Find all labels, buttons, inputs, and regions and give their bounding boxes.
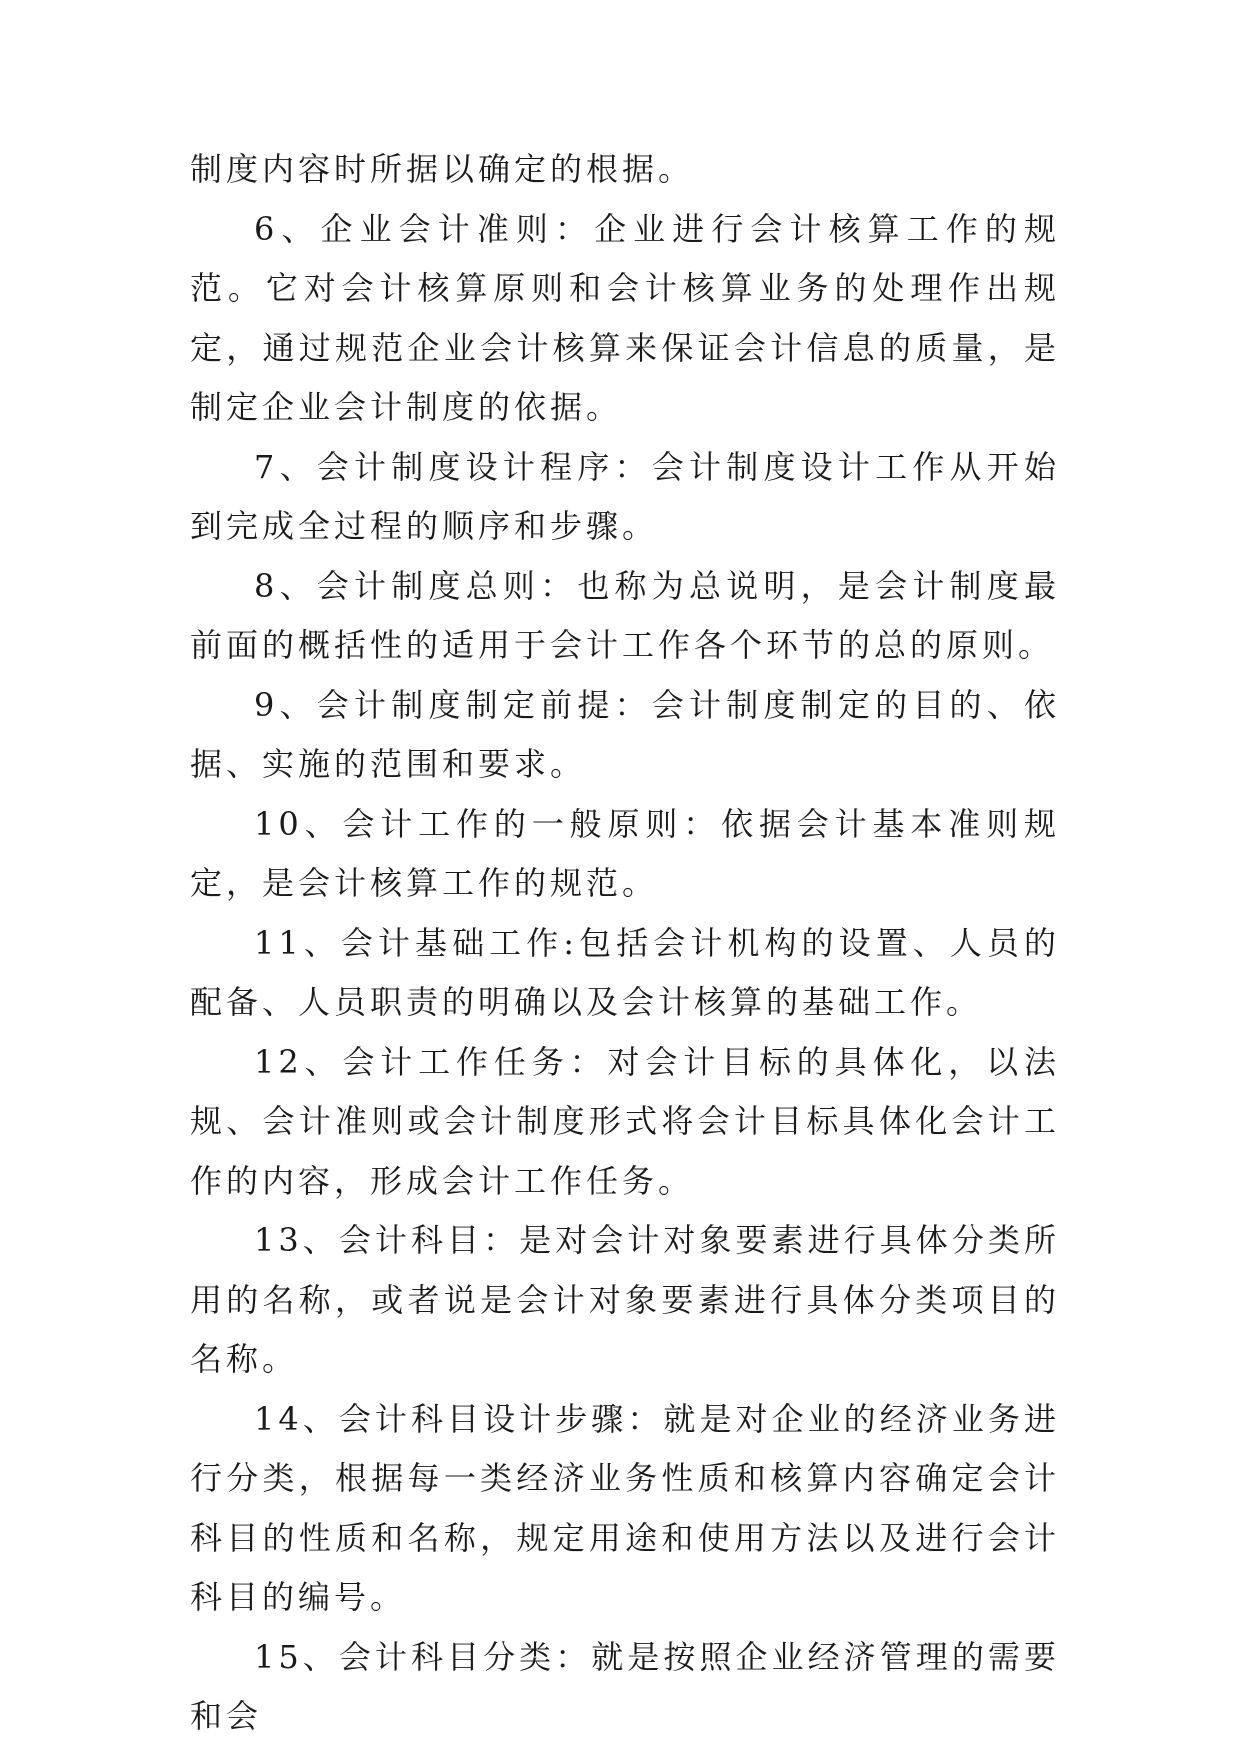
document-page: [190, 140, 1060, 1747]
paragraph-item-10: 10、会计工作的一般原则：依据会计基本准则规定，是会计核算工作的规范。: [190, 804, 1060, 902]
paragraph-item-14: 14、会计科目设计步骤：就是对企业的经济业务进行分类，根据每一类经济业务性质和核算内容确定会计科目的性质和名称，规定用途和使用方法以及进行会计科目的编号。: [190, 1399, 1060, 1616]
paragraph-item-6: 6、企业会计准则：企业进行会计核算工作的规范。它对会计核算原则和会计核算业务的处理作出规定，通过规范企业会计核算来保证会计信息的质量，是制定企业会计制度的依据。: [190, 209, 1060, 426]
paragraph-item-7: 7、会计制度设计程序：会计制度设计工作从开始到完成全过程的顺序和步骤。: [190, 447, 1060, 545]
paragraph-continuation: 制度内容时所据以确定的根据。: [190, 150, 695, 188]
paragraph-item-15: 15、会计科目分类：就是按照企业经济管理的需要和会: [190, 1637, 1060, 1735]
paragraph-item-8: 8、会计制度总则：也称为总说明，是会计制度最前面的概括性的适用于会计工作各个环节的总的原则。: [190, 566, 1060, 664]
paragraph-item-9: 9、会计制度制定前提：会计制度制定的目的、依据、实施的范围和要求。: [190, 685, 1060, 783]
paragraph-item-12: 12、会计工作任务：对会计目标的具体化，以法规、会计准则或会计制度形式将会计目标具体化会计工作的内容，形成会计工作任务。: [190, 1042, 1060, 1200]
paragraph-item-13: 13、会计科目：是对会计对象要素进行具体分类所用的名称，或者说是会计对象要素进行具体分类项目的名称。: [190, 1221, 1060, 1378]
paragraph-item-11: 11、会计基础工作:包括会计机构的设置、人员的配备、人员职责的明确以及会计核算的基础工作。: [190, 923, 1060, 1021]
